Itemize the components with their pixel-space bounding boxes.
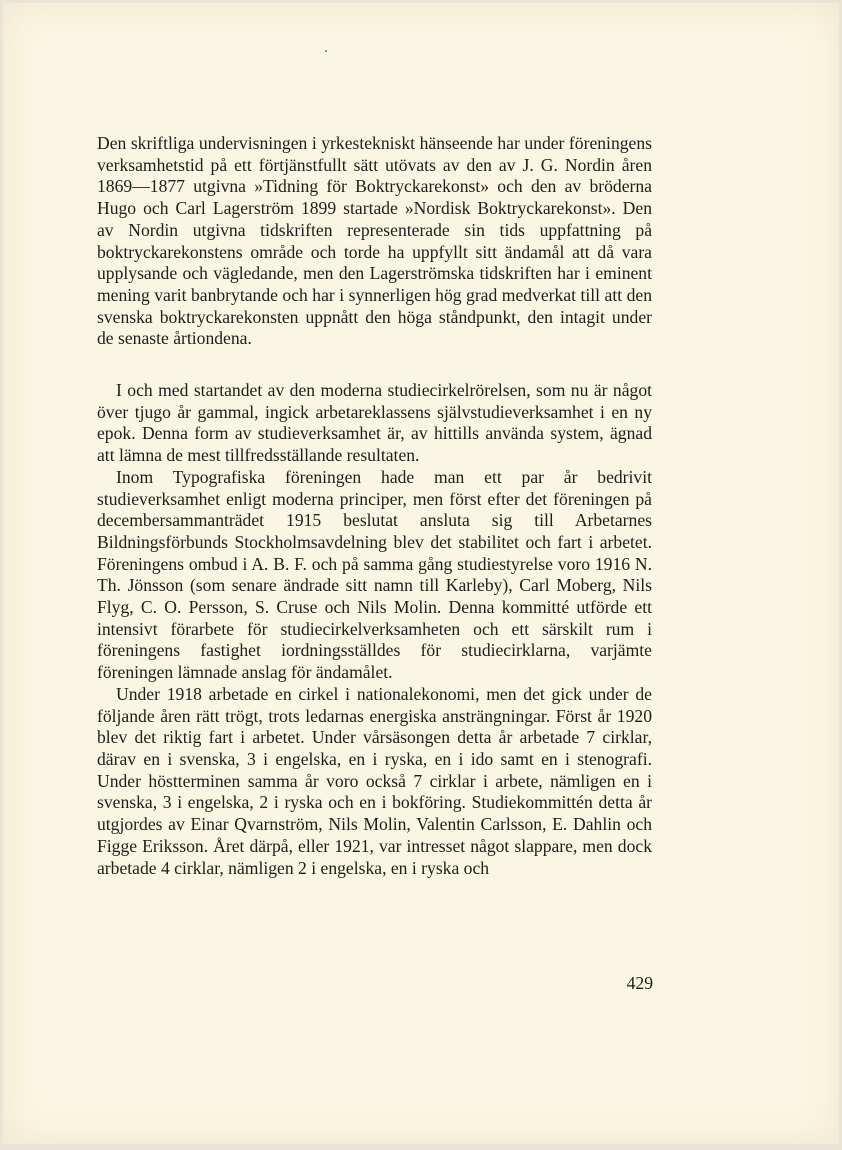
document-page: [3, 3, 839, 1144]
paragraph-typographic-association: Inom Typografiska föreningen hade man ett par år bedrivit studieverksamhet enligt moderna principer, men först efter det föreningen på decembersammanträdet 1915 beslutat ansluta sig till Arbetarnes Bildningsförbunds Stockholmsavdelning blev det stabilitet och fart i arbetet. Föreningens ombud i A. B. F. och på samma gång studiestyrelse voro 1916 N. Th. Jönsson (som senare ändrade sitt namn till Karleby), Carl Moberg, Nils Flyg, C. O. Persson, S. Cruse och Nils Molin. Denna kommitté utförde ett intensivt förarbete för studiecirkelverksamheten och ett särskilt rum i föreningens fastighet iordningsställdes för studiecirklarna, varjämte föreningen lämnade anslag för ändamålet.: [97, 466, 652, 683]
paragraph-circles-1918-1921: Under 1918 arbetade en cirkel i nationalekonomi, men det gick under de följande åren rätt trögt, trots ledarnas energiska ansträngningar. Först år 1920 blev det riktig fart i arbetet. Under vårsäsongen detta år arbetade 7 cirklar, därav en i svenska, 3 i engelska, en i ryska, en i ido samt en i stenografi. Under höstterminen samma år voro också 7 cirklar i arbete, nämligen en i svenska, 3 i engelska, 2 i ryska och en i bokföring. Studiekommittén detta år utgjordes av Einar Qvarnström, Nils Molin, Valentin Carlsson, E. Dahlin och Figge Eriksson. Året därpå, eller 1921, var intresset något slappare, men dock arbetade 4 cirklar, nämligen 2 i engelska, en i ryska och: [97, 683, 652, 878]
body-text: [97, 133, 652, 879]
print-speck: [325, 50, 327, 52]
paragraph-typographic-journals: Den skriftliga undervisningen i yrkestekniskt hänseende har under föreningens verksamhetstid på ett förtjänstfullt sätt utövats av den av J. G. Nordin åren 1869—1877 utgivna »Tidning för Boktryckarekonst» och den av bröderna Hugo och Carl Lagerström 1899 startade »Nordisk Boktryckarekonst». Den av Nordin utgivna tidskriften representerade sin tids uppfattning på boktryckarekonstens område och torde ha uppfyllt sitt ändamål att då vara upplysande och vägledande, men den Lagerströmska tidskriften har i eminent mening varit banbrytande och har i synnerligen hög grad medverkat till att den svenska boktryckarekonsten uppnått den höga ståndpunkt, den intagit under de senaste årtiondena.: [97, 133, 652, 349]
page-number: 429: [626, 973, 653, 993]
paragraph-study-circle-movement: I och med startandet av den moderna studiecirkelrörelsen, som nu är något över tjugo år gammal, ingick arbetareklassens självstudieverksamhet i en ny epok. Denna form av studieverksamhet är, av hittills använda system, ägnad att lämna de mest tillfredsställande resultaten.: [97, 380, 652, 466]
section-gap: [97, 350, 652, 380]
